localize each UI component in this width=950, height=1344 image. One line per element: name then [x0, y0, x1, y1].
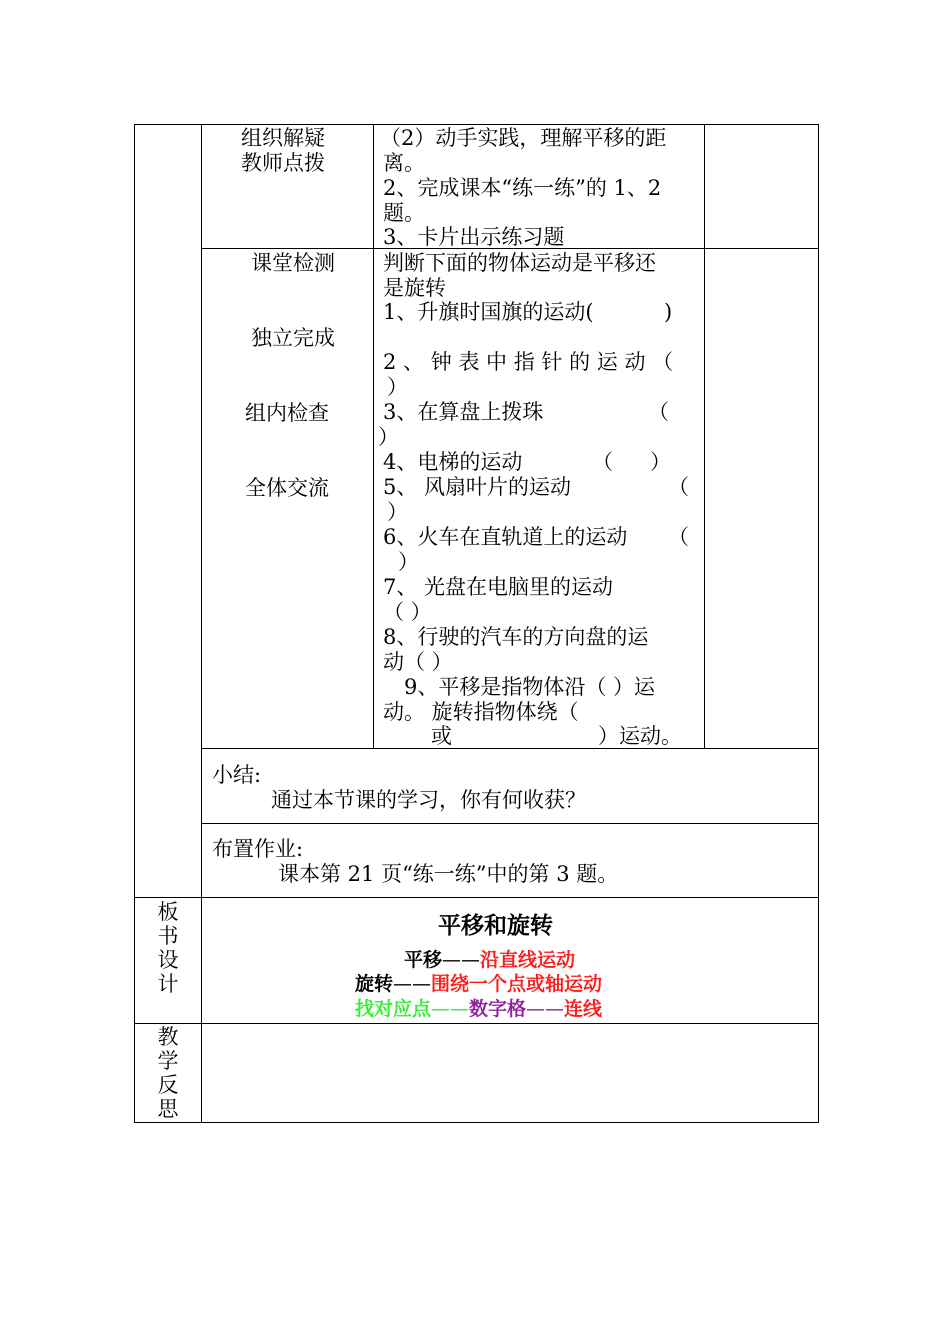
board-line-rotation	[355, 972, 602, 997]
row2-label-class-test: 课堂检测	[251, 251, 335, 275]
item9-text: 9、平移是指物体沿（ ）运	[404, 675, 656, 699]
board-line-translation	[404, 948, 575, 973]
board-term-rotation: 旋转	[355, 973, 394, 995]
item5-text: 5、 风扇叶片的运动	[383, 475, 572, 499]
board-def-rotation: 围绕一个点或轴运动	[431, 973, 603, 995]
row2-bottom-line	[201, 748, 819, 749]
row1-content-line2: 离。	[383, 151, 425, 175]
item5-paren-close: ）	[387, 500, 408, 524]
row1-content-line3: 2、完成课本“练一练”的 1、2	[383, 176, 662, 200]
summary-text: 通过本节课的学习，你有何收获？	[271, 788, 586, 812]
item7-text: 7、 光盘在电脑里的运动	[383, 575, 614, 599]
row2-label-all-exchange: 全体交流	[245, 476, 329, 500]
table-border-bottom	[134, 1122, 819, 1123]
reflection-label-char: 教	[157, 1025, 179, 1049]
item8-text: 8、行驶的汽车的方向盘的运	[383, 625, 649, 649]
item4-text: 4、电梯的运动	[383, 450, 523, 474]
row2-label-independent: 独立完成	[251, 326, 335, 350]
content-column-line	[704, 124, 705, 748]
homework-heading: 布置作业:	[212, 837, 304, 861]
table-border-top	[134, 124, 819, 125]
item2-paren: ）	[387, 375, 408, 399]
board-title: 平移和旋转	[438, 913, 553, 939]
board-label-char: 书	[157, 924, 179, 948]
label-column-line	[373, 124, 374, 748]
item3-text: 3、在算盘上拨珠	[383, 400, 544, 424]
summary-bottom-line	[201, 823, 819, 824]
item9-line2: 动。 旋转指物体绕（	[383, 700, 579, 724]
row1-label-line2: 教师点拨	[241, 151, 325, 175]
board-label-char: 设	[157, 948, 179, 972]
homework-bottom-line	[134, 897, 819, 898]
board-design-label	[153, 900, 183, 996]
board-dash: ——	[442, 949, 481, 971]
row2-intro-line2: 是旋转	[383, 276, 446, 300]
board-term-translation: 平移	[404, 949, 443, 971]
board-label-char: 计	[157, 972, 179, 996]
board-dash: ——	[431, 998, 470, 1020]
reflection-label-char: 思	[157, 1097, 179, 1121]
item6-paren-close: ）	[398, 550, 419, 574]
item4-paren-close: ）	[650, 450, 671, 474]
row2-intro-line1: 判断下面的物体运动是平移还	[383, 251, 656, 275]
table-border-left	[134, 124, 135, 1123]
item9-end: ）运动。	[598, 724, 682, 748]
board-grid: 数字格	[469, 998, 527, 1020]
item1-text: 1、升旗时国旗的运动(	[383, 300, 594, 324]
item1-paren: )	[664, 300, 673, 324]
board-find-points: 找对应点	[355, 998, 432, 1020]
board-def-translation: 沿直线运动	[480, 949, 576, 971]
item7-paren: （ ）	[383, 600, 432, 624]
board-dash: ——	[393, 973, 432, 995]
item4-paren-open: （	[592, 450, 613, 474]
board-label-char: 板	[157, 900, 179, 924]
row1-content-line4: 题。	[383, 201, 425, 225]
item3-paren-close: ）	[378, 425, 399, 449]
item9-or: 或	[431, 724, 452, 748]
reflection-label-char: 学	[157, 1049, 179, 1073]
board-line-method	[355, 997, 602, 1022]
item3-paren-open: （	[648, 400, 669, 424]
board-dash: ——	[526, 998, 565, 1020]
table-border-right	[818, 124, 819, 1123]
homework-text: 课本第 21 页“练一练”中的第 3 题。	[278, 862, 619, 886]
item6-paren-open: （	[668, 525, 689, 549]
summary-heading: 小结:	[212, 763, 262, 787]
board-bottom-line	[134, 1023, 819, 1024]
row2-label-group-check: 组内检查	[245, 401, 329, 425]
board-connect: 连线	[564, 998, 603, 1020]
row1-content-line1: （2）动手实践，理解平移的距	[380, 126, 667, 150]
item6-text: 6、火车在直轨道上的运动	[383, 525, 628, 549]
item8-paren: 动（ ）	[383, 650, 453, 674]
row1-label-line1: 组织解疑	[241, 126, 325, 150]
row1-content-line5: 3、卡片出示练习题	[383, 225, 565, 249]
reflection-label-char: 反	[157, 1073, 179, 1097]
item2-text: 2 、 钟 表 中 指 针 的 运 动 （	[383, 350, 674, 374]
teaching-reflection-label	[153, 1025, 183, 1121]
first-column-line	[201, 124, 202, 1123]
item5-paren-open: （	[668, 475, 689, 499]
